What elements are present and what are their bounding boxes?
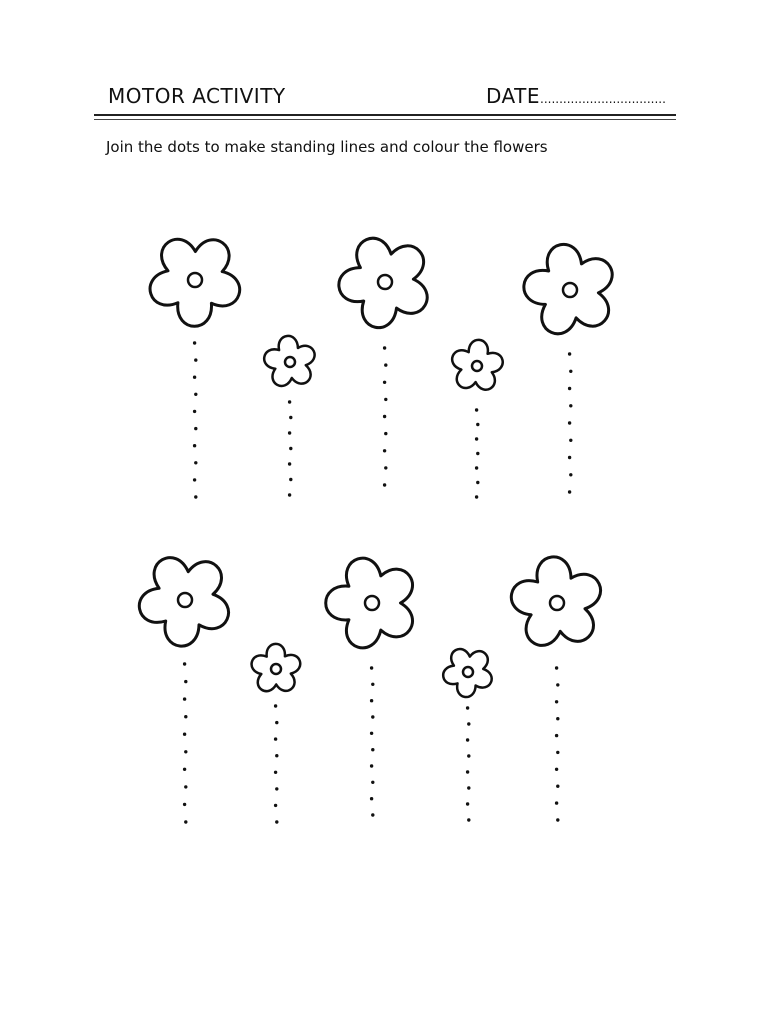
dot-icon bbox=[194, 495, 197, 498]
dot-icon bbox=[466, 706, 469, 709]
dot-icon bbox=[383, 449, 386, 452]
dot-icon bbox=[289, 416, 292, 419]
dot-icon bbox=[371, 748, 374, 751]
flower-icon bbox=[452, 340, 503, 390]
flower-small bbox=[452, 340, 503, 499]
date-blank: ................................. bbox=[540, 92, 666, 106]
dot-icon bbox=[193, 478, 196, 481]
flower-icon bbox=[252, 644, 301, 691]
dot-icon bbox=[184, 750, 187, 753]
flower-icon bbox=[150, 239, 240, 326]
flower-center bbox=[472, 361, 482, 371]
dot-icon bbox=[467, 786, 470, 789]
dot-icon bbox=[466, 802, 469, 805]
dot-icon bbox=[274, 804, 277, 807]
dot-icon bbox=[556, 717, 559, 720]
dot-icon bbox=[467, 818, 470, 821]
flower-icon bbox=[339, 238, 427, 327]
dot-icon bbox=[384, 398, 387, 401]
flower-center bbox=[378, 275, 392, 289]
dot-icon bbox=[476, 481, 479, 484]
flower-large bbox=[524, 244, 612, 493]
dot-icon bbox=[556, 785, 559, 788]
dot-icon bbox=[288, 400, 291, 403]
dot-icon bbox=[569, 370, 572, 373]
flower-center bbox=[285, 357, 295, 367]
dot-icon bbox=[370, 666, 373, 669]
dot-icon bbox=[555, 734, 558, 737]
dot-icon bbox=[183, 803, 186, 806]
dot-icon bbox=[384, 466, 387, 469]
flower-large bbox=[339, 238, 427, 486]
dot-icon bbox=[275, 721, 278, 724]
dot-icon bbox=[183, 768, 186, 771]
dot-icon bbox=[289, 478, 292, 481]
worksheet-title: MOTOR ACTIVITY bbox=[108, 84, 286, 108]
flower-center bbox=[550, 596, 564, 610]
dot-icon bbox=[476, 452, 479, 455]
dot-icon bbox=[275, 787, 278, 790]
dot-icon bbox=[569, 439, 572, 442]
dot-icon bbox=[371, 813, 374, 816]
flower-large bbox=[139, 558, 228, 824]
dot-icon bbox=[475, 408, 478, 411]
dot-icon bbox=[466, 770, 469, 773]
flower-small bbox=[443, 649, 492, 822]
flower-center bbox=[463, 667, 473, 677]
dot-icon bbox=[556, 683, 559, 686]
dot-icon bbox=[568, 387, 571, 390]
dot-icon bbox=[467, 754, 470, 757]
dot-icon bbox=[194, 393, 197, 396]
flower-icon bbox=[524, 244, 612, 333]
dot-icon bbox=[370, 797, 373, 800]
dot-icon bbox=[569, 473, 572, 476]
dot-icon bbox=[370, 732, 373, 735]
dot-icon bbox=[555, 801, 558, 804]
flower-large bbox=[326, 558, 413, 817]
dot-icon bbox=[274, 737, 277, 740]
dot-icon bbox=[183, 662, 186, 665]
dot-icon bbox=[288, 493, 291, 496]
dot-icon bbox=[556, 818, 559, 821]
dot-icon bbox=[466, 738, 469, 741]
dot-icon bbox=[555, 700, 558, 703]
flower-center bbox=[365, 596, 379, 610]
flower-icon bbox=[326, 558, 413, 648]
flower-center bbox=[188, 273, 202, 287]
dot-icon bbox=[288, 431, 291, 434]
flower-center bbox=[271, 664, 281, 674]
dot-icon bbox=[371, 781, 374, 784]
dot-icon bbox=[383, 346, 386, 349]
dot-icon bbox=[193, 410, 196, 413]
dot-icon bbox=[384, 432, 387, 435]
dot-icon bbox=[568, 490, 571, 493]
dot-icon bbox=[383, 381, 386, 384]
dot-icon bbox=[384, 363, 387, 366]
dot-icon bbox=[475, 495, 478, 498]
dot-icon bbox=[193, 376, 196, 379]
dot-icon bbox=[193, 341, 196, 344]
dot-icon bbox=[184, 680, 187, 683]
flower-large bbox=[150, 239, 240, 498]
dot-icon bbox=[194, 461, 197, 464]
dot-icon bbox=[383, 415, 386, 418]
dot-icon bbox=[476, 423, 479, 426]
dot-icon bbox=[184, 785, 187, 788]
dot-icon bbox=[568, 352, 571, 355]
dot-icon bbox=[467, 722, 470, 725]
dot-icon bbox=[568, 456, 571, 459]
dot-icon bbox=[555, 666, 558, 669]
dot-icon bbox=[371, 683, 374, 686]
dot-icon bbox=[193, 444, 196, 447]
instructions: Join the dots to make standing lines and colour the flowers bbox=[106, 138, 548, 156]
flower-large bbox=[511, 557, 600, 822]
dot-icon bbox=[568, 421, 571, 424]
dot-icon bbox=[275, 754, 278, 757]
flower-small bbox=[264, 336, 314, 497]
dot-icon bbox=[383, 483, 386, 486]
dot-icon bbox=[556, 751, 559, 754]
flower-center bbox=[563, 283, 577, 297]
dot-icon bbox=[274, 704, 277, 707]
dot-icon bbox=[184, 715, 187, 718]
dot-icon bbox=[184, 820, 187, 823]
dot-icon bbox=[475, 466, 478, 469]
dot-icon bbox=[370, 699, 373, 702]
dot-icon bbox=[183, 697, 186, 700]
dot-icon bbox=[183, 733, 186, 736]
dot-icon bbox=[289, 447, 292, 450]
dot-icon bbox=[288, 462, 291, 465]
flower-small bbox=[252, 644, 301, 824]
dot-icon bbox=[555, 768, 558, 771]
flower-icon bbox=[139, 558, 228, 646]
flower-center bbox=[178, 593, 192, 607]
flower-icon bbox=[511, 557, 600, 645]
dot-icon bbox=[274, 771, 277, 774]
dot-icon bbox=[475, 437, 478, 440]
dot-icon bbox=[194, 358, 197, 361]
dot-icon bbox=[275, 820, 278, 823]
flower-icon bbox=[264, 336, 314, 386]
dot-icon bbox=[370, 764, 373, 767]
dot-icon bbox=[569, 404, 572, 407]
dot-icon bbox=[371, 715, 374, 718]
flower-icon bbox=[443, 649, 492, 697]
date-label: DATE bbox=[486, 84, 541, 108]
dot-icon bbox=[194, 427, 197, 430]
